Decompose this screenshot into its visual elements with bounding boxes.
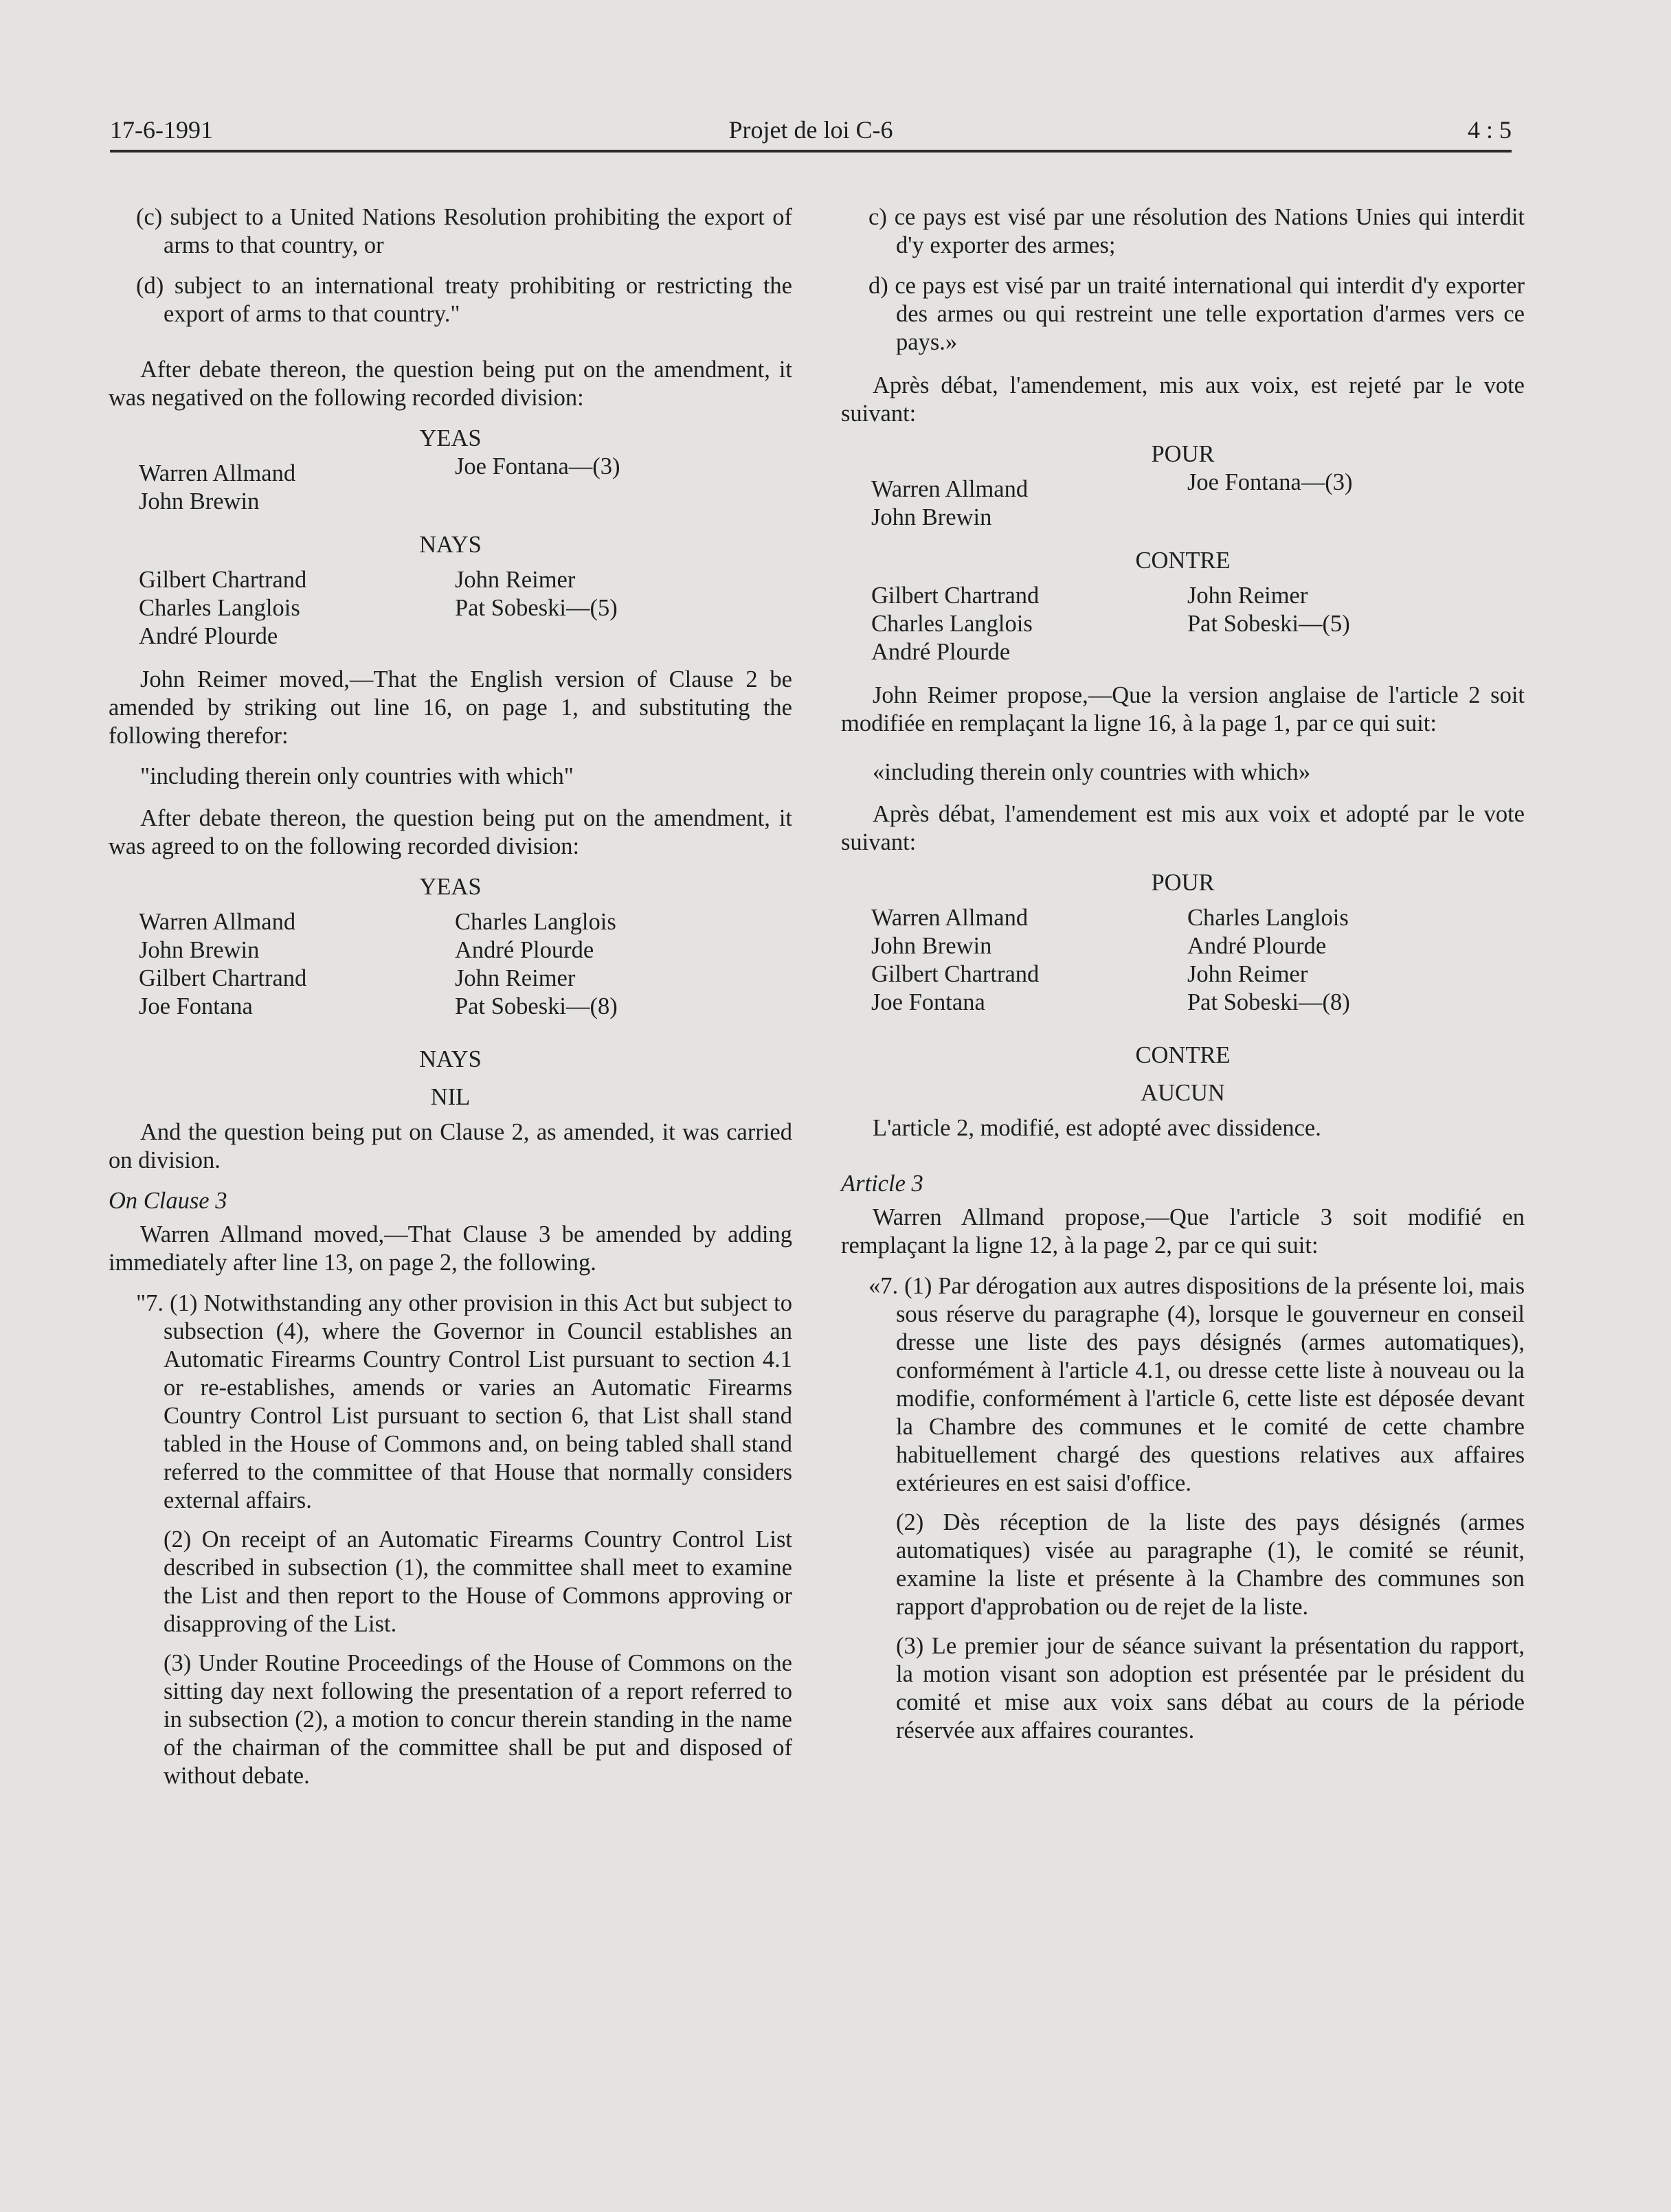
item-c: (c) subject to a United Nations Resolution prohibiting the export of arms to that country, or	[136, 204, 792, 258]
reimer-text-fr: «including therein only countries with which»	[873, 759, 1311, 785]
yeas-list-1	[139, 453, 792, 516]
vote-name: John Brewin	[139, 937, 260, 963]
reimer-motion: John Reimer moved,—That the English version of Clause 2 be amended by striking out line 16, on page 1, and substituting the following therefor:	[109, 666, 792, 749]
nays-list-1	[139, 566, 792, 651]
contre-list-1	[871, 582, 1525, 666]
pour-heading-1: POUR	[1151, 441, 1215, 467]
nays-heading-2: NAYS	[419, 1046, 482, 1072]
vote-name: Warren Allmand	[871, 905, 1029, 931]
vote-name: André Plourde	[871, 639, 1011, 665]
vote-name: Warren Allmand	[139, 909, 296, 935]
subsection-7-2: (2) On receipt of an Automatic Firearms Country Control List described in subsection (1), the committee shall meet to examine the List and then report to the House of Commons approving or disapproving of the List.	[164, 1526, 792, 1637]
vote-name: Joe Fontana—(3)	[455, 453, 620, 479]
vote-name: André Plourde	[139, 623, 278, 649]
article2-result: L'article 2, modifié, est adopté avec dissidence.	[873, 1115, 1321, 1141]
vote-name: Pat Sobeski—(5)	[455, 595, 618, 621]
yeas-list-2	[139, 908, 792, 1021]
vote-name: Pat Sobeski—(8)	[1187, 989, 1350, 1015]
nays-heading-1: NAYS	[419, 532, 482, 558]
proposed-section-7-fr	[841, 1272, 1525, 1745]
item-d: (d) subject to an international treaty prohibiting or restricting the export of arms to that country."	[136, 273, 792, 327]
subsection-7-3: (3) Under Routine Proceedings of the House of Commons on the sitting day next following the presentation of a report referred to in subsection (2), a motion to concur therein standing in the name of the chairman of the committee shall be put and disposed of without debate.	[164, 1650, 792, 1789]
header-date: 17-6-1991	[110, 116, 213, 144]
allmand-motion-fr: Warren Allmand propose,—Que l'article 3 soit modifié en remplaçant la ligne 12, à la page 2, par ce qui suit:	[841, 1204, 1525, 1259]
vote-name: Warren Allmand	[139, 460, 296, 486]
vote-name: Gilbert Chartrand	[871, 583, 1040, 609]
subsection-7-1-fr: «7. (1) Par dérogation aux autres dispositions de la présente loi, mais sous réserve du paragraphe (4), lorsque le gouverneur en conseil dresse une liste des pays désignés (armes automatiques), conformément à l'article 4.1, ou dresse cette liste à nouveau ou la modifie, conformément à l'article 6, cette liste est déposée devant la Chambre des communes et le comité de cette chambre habituellement chargé des questions relatives aux affaires extérieures en est saisi d'office.	[868, 1273, 1525, 1496]
clause3-heading: On Clause 3	[109, 1188, 227, 1214]
vote-name: Pat Sobeski—(8)	[455, 993, 618, 1019]
vote-name: André Plourde	[455, 937, 594, 963]
vote-name: Gilbert Chartrand	[139, 567, 307, 593]
reimer-text: "including therein only countries with which"	[140, 763, 574, 789]
debate-paragraph-1-fr: Après débat, l'amendement, mis aux voix, est rejeté par le vote suivant:	[841, 372, 1525, 427]
vote-name: Charles Langlois	[455, 909, 616, 935]
vote-name: John Brewin	[871, 933, 992, 959]
reimer-motion-fr: John Reimer propose,—Que la version anglaise de l'article 2 soit modifiée en remplaçant la ligne 16, à la page 1, par ce qui suit:	[841, 682, 1525, 736]
vote-name: Gilbert Chartrand	[139, 965, 307, 991]
vote-name: Charles Langlois	[1187, 905, 1349, 931]
vote-name: Charles Langlois	[139, 595, 300, 621]
vote-name: André Plourde	[1187, 933, 1327, 959]
debate-paragraph-1: After debate thereon, the question being put on the amendment, it was negatived on the following recorded division:	[109, 357, 792, 411]
vote-name: Pat Sobeski—(5)	[1187, 611, 1350, 637]
vote-name: John Reimer	[1187, 583, 1308, 609]
item-d-fr: d) ce pays est visé par un traité international qui interdit d'y exporter des armes ou qui restreint une telle exportation d'armes vers ce pays.»	[868, 273, 1525, 355]
vote-name: Joe Fontana	[871, 989, 985, 1015]
vote-name: Joe Fontana	[139, 993, 253, 1019]
subsection-7-3-fr: (3) Le premier jour de séance suivant la présentation du rapport, la motion visant son adoption est présentée par le président du comité et mise aux voix sans débat au cours de la période réservée aux affaires courantes.	[896, 1633, 1525, 1743]
clause2-result: And the question being put on Clause 2, as amended, it was carried on division.	[109, 1119, 792, 1173]
contre-heading-1: CONTRE	[1135, 548, 1231, 574]
header-rule	[110, 150, 1512, 153]
proposed-section-7	[109, 1289, 792, 1790]
subsection-7-2-fr: (2) Dès réception de la liste des pays désignés (armes automatiques) visée au paragraphe (1), le comité se réunit, examine la liste et présente à la Chambre des communes son rapport d'approbation ou de rejet de la liste.	[896, 1509, 1525, 1620]
vote-name: John Reimer	[1187, 961, 1308, 987]
vote-name: John Brewin	[871, 504, 992, 530]
vote-name: John Brewin	[139, 488, 260, 515]
vote-name: John Reimer	[455, 965, 576, 991]
subsection-7-1: "7. (1) Notwithstanding any other provision in this Act but subject to subsection (4), where the Governor in Council establishes an Automatic Firearms Country Control List pursuant to section 4.1 or re-establishes, amends or varies an Automatic Firearms Country Control List pursuant to section 6, that List shall stand tabled in the House of Commons and, on being tabled shall stand referred to the committee of that House that normally considers external affairs.	[136, 1290, 792, 1513]
item-c-fr: c) ce pays est visé par une résolution des Nations Unies qui interdit d'y exporter des armes;	[868, 204, 1525, 258]
vote-name: Warren Allmand	[871, 476, 1029, 502]
contre-value-2: AUCUN	[1141, 1080, 1225, 1106]
debate-paragraph-2: After debate thereon, the question being put on the amendment, it was agreed to on the following recorded division:	[109, 805, 792, 859]
french-column	[841, 203, 1525, 1757]
debate-paragraph-2-fr: Après débat, l'amendement est mis aux voix et adopté par le vote suivant:	[841, 801, 1525, 855]
english-column	[109, 203, 792, 1803]
pour-heading-2: POUR	[1151, 870, 1215, 896]
vote-name: John Reimer	[455, 567, 576, 593]
vote-name: Gilbert Chartrand	[871, 961, 1040, 987]
article3-heading: Article 3	[841, 1171, 923, 1197]
yeas-heading-2: YEAS	[419, 874, 482, 900]
pour-list-1	[871, 469, 1525, 532]
nays-value-2: NIL	[430, 1084, 471, 1110]
contre-heading-2: CONTRE	[1135, 1042, 1231, 1068]
pour-list-2	[871, 904, 1525, 1017]
vote-name: Joe Fontana—(3)	[1187, 469, 1353, 495]
header-title: Projet de loi C-6	[728, 116, 893, 144]
vote-name: Charles Langlois	[871, 611, 1033, 637]
allmand-motion: Warren Allmand moved,—That Clause 3 be amended by adding immediately after line 13, on page 2, the following.	[109, 1221, 792, 1276]
yeas-heading-1: YEAS	[419, 425, 482, 451]
header-page-number: 4 : 5	[1467, 116, 1512, 144]
